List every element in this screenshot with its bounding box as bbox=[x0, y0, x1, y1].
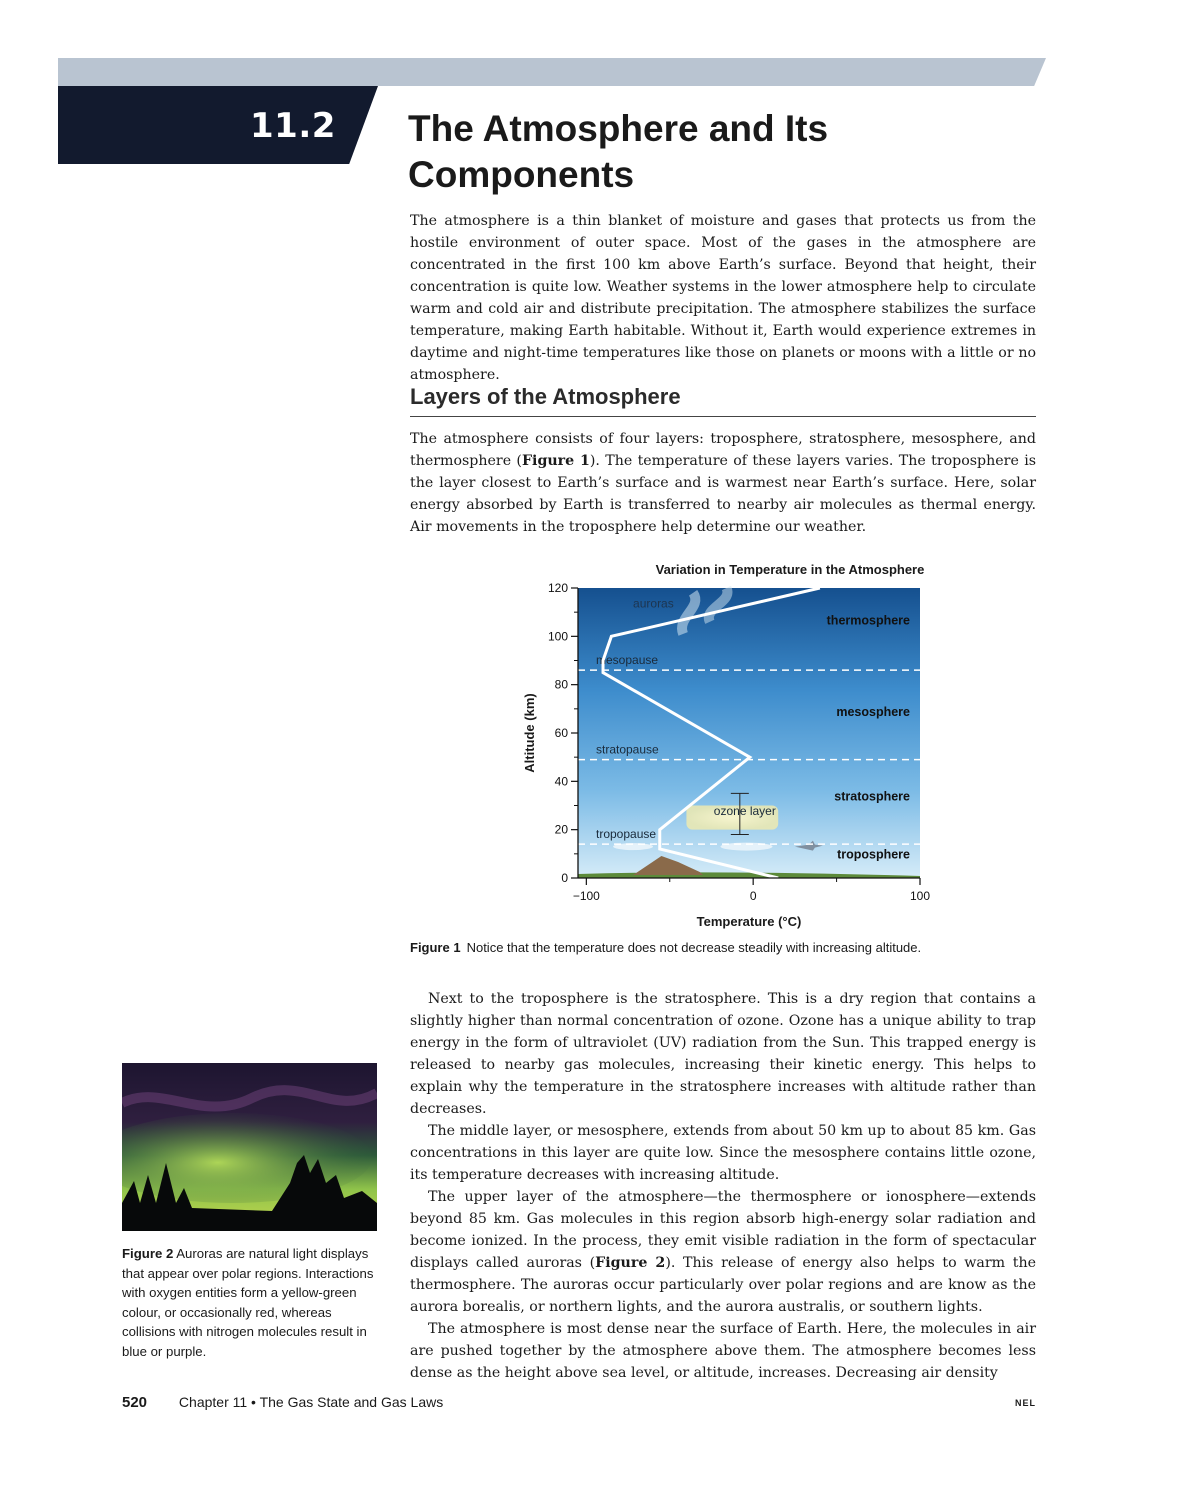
layers-paragraph bbox=[410, 428, 1036, 538]
page-number: 520 bbox=[122, 1394, 148, 1411]
y-axis-label: Altitude (km) bbox=[522, 693, 537, 773]
figure-1-chart bbox=[500, 556, 960, 936]
figure-2-caption bbox=[122, 1244, 380, 1361]
layers-text-a: The atmosphere consists of four layers: troposphere, stratosphere, mesosphere, and thermosphere ( bbox=[410, 431, 1036, 469]
boundary-label: tropopause bbox=[596, 827, 657, 842]
thermo-text-a: The upper layer of the atmosphere—the thermosphere or ionosphere—extends beyond 85 km. Gas molecules in this region absorb high-energy solar radiation and become ionized. In the process, they emit visible radiation in the form of spectacular displays called auroras ( bbox=[410, 1189, 1036, 1271]
x-tick-label: −100 bbox=[572, 889, 600, 903]
density-paragraph: The atmosphere is most dense near the surface of Earth. Here, the molecules in air are pushed together by the atmosphere above them. The atmosphere becomes less dense as the height above sea level, or altitude, increases. Decreasing air density bbox=[410, 1321, 1036, 1381]
figure-1-label: Figure 1 bbox=[410, 940, 461, 955]
figure-1-caption bbox=[410, 940, 1036, 955]
y-tick-label: 20 bbox=[554, 822, 568, 837]
figure-1-reference[interactable]: Figure 1 bbox=[521, 453, 590, 469]
layer-label: thermosphere bbox=[826, 613, 910, 628]
section-heading: Layers of the Atmosphere bbox=[410, 384, 1036, 417]
layer-label: troposphere bbox=[837, 847, 910, 862]
boundary-label: mesopause bbox=[596, 653, 659, 668]
section-number: 11.2 bbox=[250, 106, 336, 146]
aurora-image bbox=[122, 1063, 377, 1231]
page-title: The Atmosphere and Its Components bbox=[408, 108, 829, 195]
layers-text-b: ). The temperature of these layers varies. The troposphere is the layer closest to Earth’s surface and is warmest near Earth’s surface. Here, solar energy absorbed by Earth is transferred to nearby air molecules as thermal energy. Air movements in the troposphere help determine our weather. bbox=[410, 453, 1037, 535]
publisher-mark: NEL bbox=[1015, 1398, 1036, 1408]
chapter-title: Chapter 11 • The Gas State and Gas Laws bbox=[178, 1394, 444, 1410]
x-tick-label: 0 bbox=[749, 889, 757, 903]
page-footer bbox=[122, 1394, 1036, 1411]
body-column bbox=[410, 988, 1036, 1384]
aurora-photo bbox=[122, 1063, 377, 1231]
stratosphere-paragraph: Next to the troposphere is the stratosphere. This is a dry region that contains a slightly higher than normal concentration of ozone. Ozone has a unique ability to trap energy in the form of ultraviolet (UV) radiation from the Sun. This trapped energy is released to nearby gas molecules, increasing their kinetic energy. This helps to explain why the temperature in the stratosphere increases with altitude rather than decreases. bbox=[410, 991, 1036, 1117]
mesosphere-paragraph: The middle layer, or mesosphere, extends from about 50 km up to about 85 km. Gas concentrations in this layer are quite low. Since the mesosphere contains little ozone, its temperature decreases with increasing altitude. bbox=[410, 1123, 1036, 1183]
figure-2-caption-text: Auroras are natural light displays that appear over polar regions. Interactions with oxygen entities form a yellow-green colour, or occasionally red, whereas collisions with nitrogen molecules result in blue or purple. bbox=[122, 1246, 374, 1359]
auroras-label: auroras bbox=[633, 596, 674, 611]
chart-title: Variation in Temperature in the Atmosphere bbox=[655, 562, 925, 577]
thermosphere-paragraph bbox=[410, 1186, 1036, 1318]
y-tick-label: 80 bbox=[554, 677, 568, 692]
boundary-label: stratopause bbox=[596, 742, 659, 757]
y-tick-label: 100 bbox=[547, 629, 568, 644]
layer-label: stratosphere bbox=[834, 789, 910, 804]
header-band bbox=[58, 58, 1046, 86]
figure-2-label: Figure 2 bbox=[122, 1246, 174, 1261]
y-tick-label: 60 bbox=[554, 726, 568, 740]
thermo-text-b: ). This release of energy also helps to warm the thermosphere. The auroras occur particularly over polar regions and are know as the aurora borealis, or northern lights, and the aurora australis, or southern lights. bbox=[410, 1255, 1037, 1315]
atmosphere-chart-svg bbox=[500, 556, 960, 936]
layer-label: mesosphere bbox=[836, 705, 910, 720]
intro-paragraph: The atmosphere is a thin blanket of moisture and gases that protects us from the hostile environment of outer space. Most of the gases in the atmosphere are concentrated in the first 100 km above Earth’s surface. Beyond that height, their concentration is quite low. Weather systems in the lower atmosphere help to circulate warm and cold air and distribute precipitation. The atmosphere stabilizes the surface temperature, making Earth habitable. Without it, Earth would experience extremes in daytime and night-time temperatures like those on planets or moons with a little or no atmosphere. bbox=[410, 213, 1036, 383]
x-axis-label: Temperature (°C) bbox=[696, 914, 802, 929]
figure-2-reference[interactable]: Figure 2 bbox=[595, 1255, 666, 1271]
y-tick-label: 120 bbox=[547, 581, 568, 595]
figure-1-caption-text: Notice that the temperature does not decrease steadily with increasing altitude. bbox=[466, 940, 922, 955]
ozone-label: ozone layer bbox=[713, 804, 776, 819]
y-tick-label: 0 bbox=[561, 871, 568, 885]
y-tick-label: 40 bbox=[554, 774, 568, 789]
x-tick-label: 100 bbox=[909, 889, 931, 903]
